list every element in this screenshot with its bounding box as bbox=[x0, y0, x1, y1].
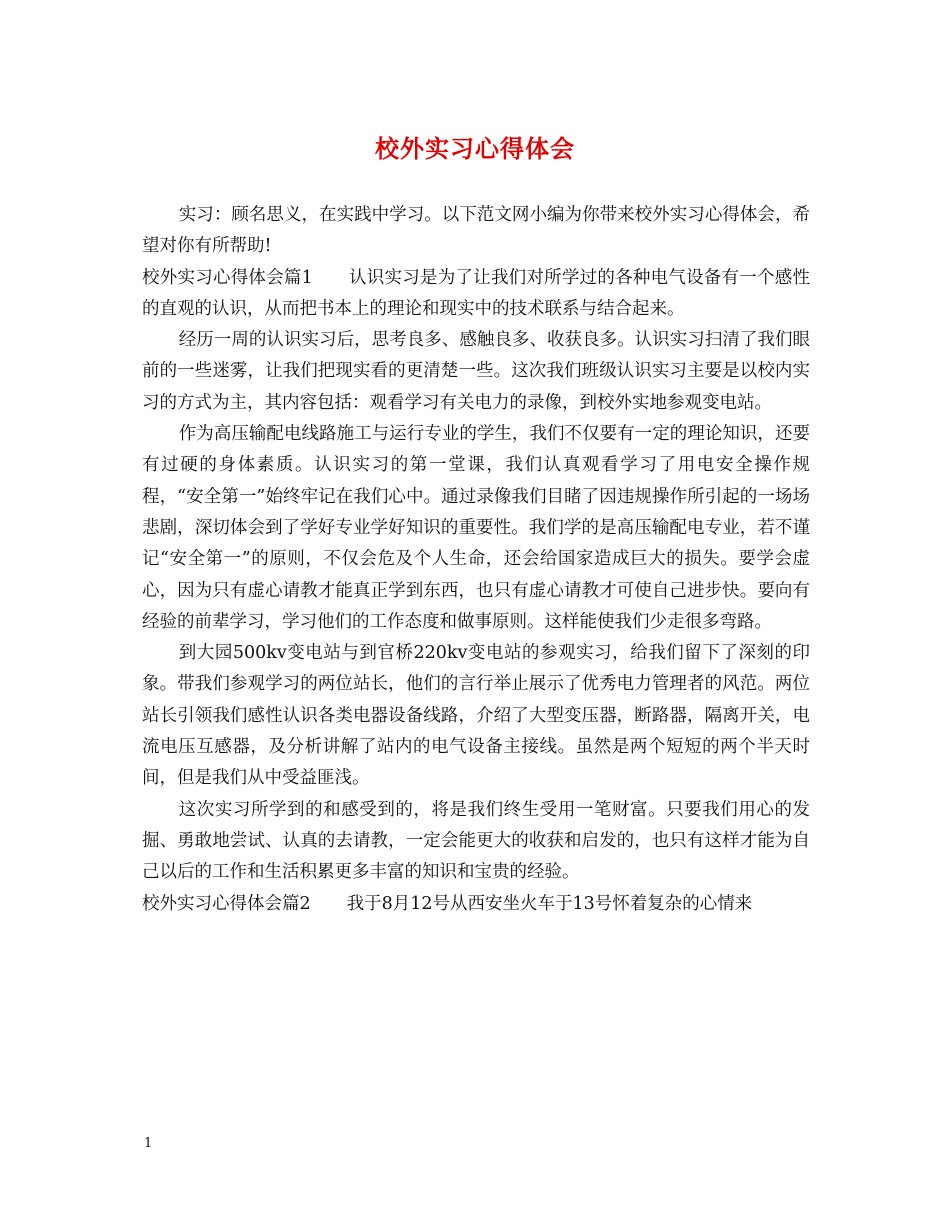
section-heading: 校外实习心得体会篇1 bbox=[142, 267, 313, 288]
paragraph-reflection: 经历一周的认识实习后，思考良多、感触良多、收获良多。认识实习扫清了我们眼前的一些迷雾，让我们把现实看的更清楚一些。这次我们班级认识实习主要是以校内实习的方式为主，其内容包括：观看学习有关电力的录像，到校外实地参观变电站。 bbox=[142, 330, 810, 413]
document-body bbox=[142, 200, 810, 920]
paragraph-section-2 bbox=[142, 889, 810, 920]
section-text: 认识实习是为了让我们对所学过的各种电气设备有一个感性的直观的认识，从而把书本上的理论和现实中的技术联系与结合起来。 bbox=[142, 267, 811, 319]
paragraph-conclusion: 这次实习所学到的和感受到的，将是我们终生受用一笔财富。只要我们用心的发掘、勇敢地尝试、认真的去请教，一定会能更大的收获和启发的，也只有这样才能为自己以后的工作和生活积累更多丰富的知识和宝贵的经验。 bbox=[142, 799, 810, 883]
paragraph-safety: 作为高压输配电线路施工与运行专业的学生，我们不仅要有一定的理论知识，还要有过硬的身体素质。认识实习的第一堂课，我们认真观看学习了用电安全操作规程，“安全第一”始终牢记在我们心中。通过录像我们目睹了因违规操作所引起的一场场悲剧，深切体会到了学好专业学好知识的重要性。我们学的是高压输配电专业，若不谨记“安全第一”的原则，不仅会危及个人生命，还会给国家造成巨大的损失。要学会虚心，因为只有虚心请教才能真正学到东西，也只有虚心请教才可使自己进步快。要向有经验的前辈学习，学习他们的工作态度和做事原则。这样能使我们少走很多弯路。 bbox=[142, 424, 810, 632]
section-heading: 校外实习心得体会篇2 bbox=[142, 893, 311, 914]
page-number: 1 bbox=[144, 1136, 153, 1151]
document-title: 校外实习心得体会 bbox=[375, 134, 575, 163]
paragraph-substation-visit: 到大园500kv变电站与到官桥220kv变电站的参观实习，给我们留下了深刻的印象。带我们参观学习的两位站长，他们的言行举止展示了优秀电力管理者的风范。两位站长引领我们感性认识各类电器设备线路，介绍了大型变压器，断路器，隔离开关，电流电压互感器，及分析讲解了站内的电气设备主接线。虽然是两个短短的两个半天时间，但是我们从中受益匪浅。 bbox=[142, 643, 810, 789]
paragraph-intro: 实习：顾名思义，在实践中学习。以下范文网小编为你带来校外实习心得体会，希望对你有所帮助! bbox=[142, 205, 810, 257]
paragraph-section-1 bbox=[142, 263, 810, 326]
section-text: 我于8月12号从西安坐火车于13号怀着复杂的心情来 bbox=[346, 893, 753, 914]
